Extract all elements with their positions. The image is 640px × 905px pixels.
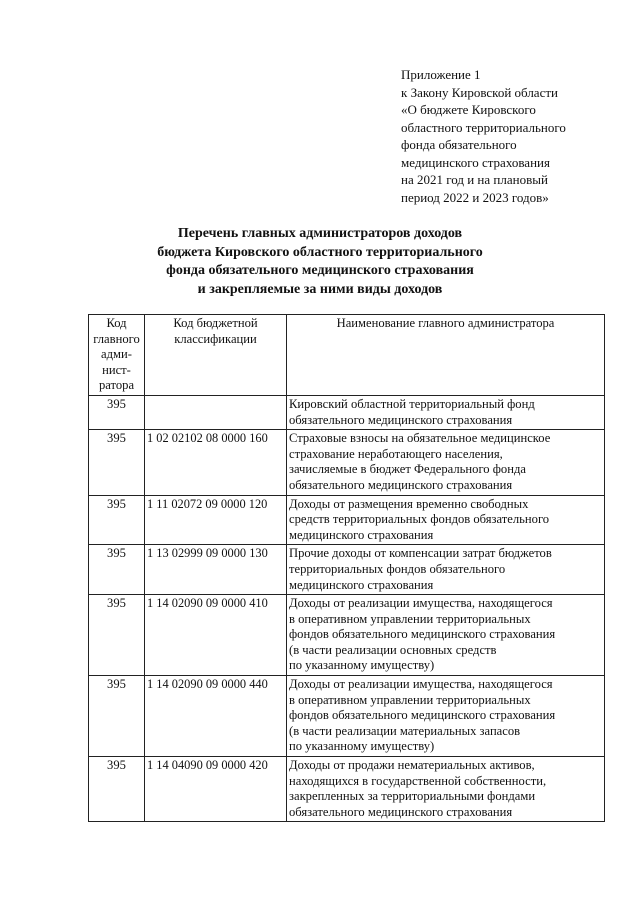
appendix-header (401, 66, 621, 206)
appendix-line: фонда обязательного (401, 137, 517, 152)
header-admin-code: Код главного адми- нист- ратора (89, 315, 145, 396)
admin-code-cell: 395 (89, 395, 145, 429)
budget-code-cell: 1 11 02072 09 0000 120 (145, 495, 287, 545)
title-line: бюджета Кировского областного территориального (157, 244, 483, 260)
header-budget-code: Код бюджетной классификации (145, 315, 287, 396)
appendix-line: областного территориального (401, 119, 566, 135)
admin-name-cell: Доходы от продажи нематериальных активов, находящихся в государственной собственности, закрепленных за территориальными фондами обязательного медицинского страхования (287, 757, 605, 822)
budget-code-cell: 1 14 02090 09 0000 410 (145, 595, 287, 676)
table-row (89, 395, 605, 429)
admin-name-cell: Доходы от размещения временно свободных средств территориальных фондов обязательного медицинского страхования (287, 495, 605, 545)
title-line: Перечень главных администраторов доходов (177, 226, 463, 241)
title-line: и закрепляемые за ними виды доходов (197, 281, 443, 297)
admin-code-cell: 395 (89, 676, 145, 757)
admin-code-cell: 395 (89, 757, 145, 822)
budget-code-cell: 1 14 02090 09 0000 440 (145, 676, 287, 757)
table-row (89, 676, 605, 757)
budget-code-cell: 1 14 04090 09 0000 420 (145, 757, 287, 822)
title-line: фонда обязательного медицинского страхования (166, 263, 474, 278)
table-row (89, 430, 605, 495)
appendix-line: период 2022 и 2023 годов» (401, 189, 549, 205)
table-row (89, 495, 605, 545)
document-title (60, 225, 580, 299)
table-row (89, 757, 605, 822)
table-row (89, 545, 605, 595)
admin-name-cell: Прочие доходы от компенсации затрат бюджетов территориальных фондов обязательного медицинского страхования (287, 545, 605, 595)
budget-code-cell: 1 02 02102 08 0000 160 (145, 430, 287, 495)
admin-code-cell: 395 (89, 495, 145, 545)
appendix-line: к Закону Кировской области (401, 84, 558, 100)
admin-name-cell: Доходы от реализации имущества, находящегося в оперативном управлении территориальных фондов обязательного медицинского страхования (в части реализации материальных запасов по указанному имуществу) (287, 676, 605, 757)
admin-name-cell: Доходы от реализации имущества, находящегося в оперативном управлении территориальных фондов обязательного медицинского страхования (в части реализации основных средств по указанному имуществу) (287, 595, 605, 676)
budget-code-cell (145, 395, 287, 429)
header-admin-name: Наименование главного администратора (287, 315, 605, 396)
revenue-administrators-table (88, 314, 605, 822)
appendix-line: «О бюджете Кировского (401, 102, 536, 117)
table-row (89, 595, 605, 676)
appendix-line: медицинского страхования (401, 154, 550, 170)
budget-code-cell: 1 13 02999 09 0000 130 (145, 545, 287, 595)
admin-name-cell: Кировский областной территориальный фонд обязательного медицинского страхования (287, 395, 605, 429)
appendix-line: Приложение 1 (401, 67, 481, 82)
appendix-line: на 2021 год и на плановый (401, 172, 548, 187)
admin-name-cell: Страховые взносы на обязательное медицинское страхование неработающего населения, зачисляемые в бюджет Федерального фонда обязательного медицинского страхования (287, 430, 605, 495)
admin-code-cell: 395 (89, 595, 145, 676)
admin-code-cell: 395 (89, 545, 145, 595)
table-header-row (89, 315, 605, 396)
admin-code-cell: 395 (89, 430, 145, 495)
